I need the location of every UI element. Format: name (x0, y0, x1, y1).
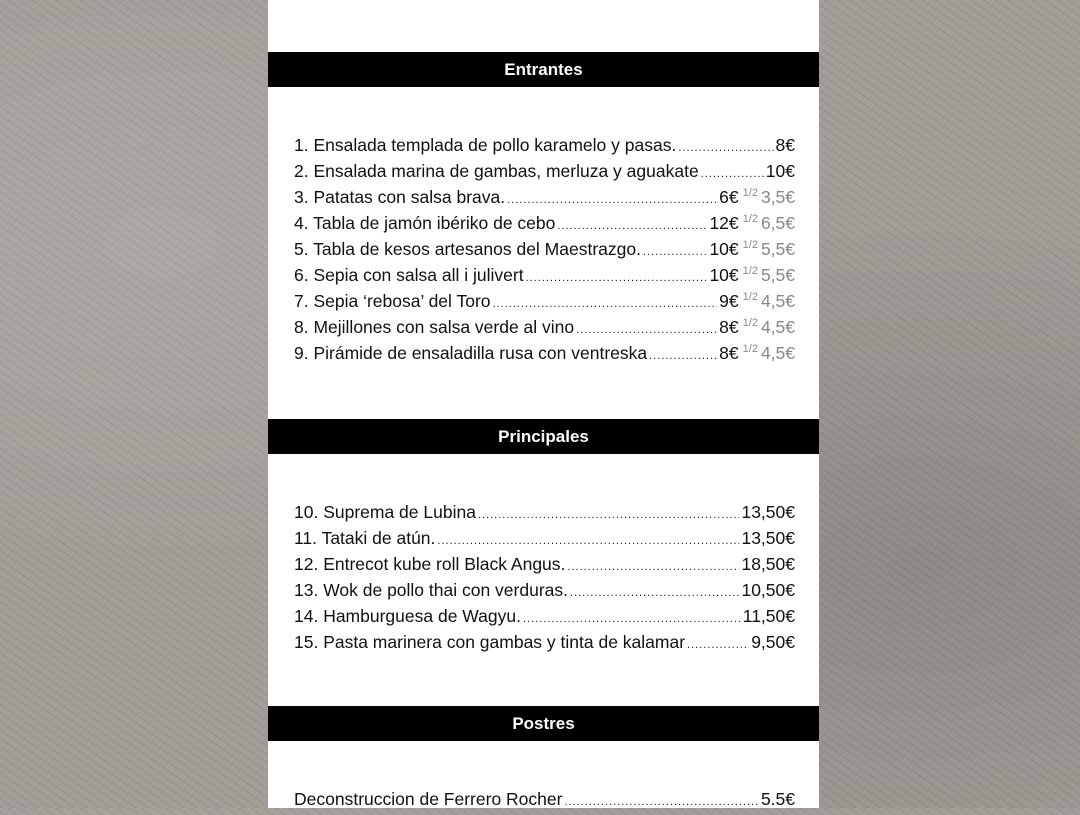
item-name: 12. Entrecot kube roll Black Angus. (294, 554, 566, 574)
item-price: 9€ (719, 291, 739, 311)
half-label: 1/2 (742, 213, 758, 226)
half-portion (743, 343, 795, 364)
dot-leader (493, 298, 718, 310)
item-name: 6. Sepia con salsa all i julivert (294, 265, 524, 285)
dot-leader (567, 561, 739, 573)
postres-list (294, 789, 795, 815)
half-portion (743, 265, 795, 286)
item-name: 13. Wok de pollo thai con verduras. (294, 580, 569, 600)
item-price: 10€ (765, 161, 795, 181)
menu-item (294, 317, 795, 343)
item-name: 4. Tabla de jamón ibériko de cebo (294, 213, 556, 233)
menu-item (294, 606, 795, 632)
item-name: 2. Ensalada marina de gambas, merluza y aguakate (294, 161, 699, 181)
item-name: 8. Mejillones con salsa verde al vino (294, 317, 575, 337)
menu-item (294, 502, 795, 528)
section-header-principales: Principales (268, 419, 819, 454)
dot-leader (437, 535, 739, 547)
menu-item (294, 239, 795, 265)
item-price: 6€ (719, 187, 739, 207)
item-name: Deconstruccion de Ferrero Rocher (294, 789, 563, 809)
menu-item (294, 789, 795, 815)
dot-leader (643, 246, 707, 258)
half-price: 4,5€ (760, 291, 795, 311)
item-name: 3. Patatas con salsa brava. (294, 187, 506, 207)
dot-leader (649, 350, 717, 362)
item-name: 15. Pasta marinera con gambas y tinta de kalamar (294, 632, 686, 652)
menu-item (294, 213, 795, 239)
dot-leader (526, 272, 708, 284)
dot-leader (507, 194, 717, 206)
entrantes-list (294, 135, 795, 369)
item-price: 8€ (719, 317, 739, 337)
dot-leader (478, 509, 740, 521)
item-price: 5.5€ (760, 789, 795, 809)
item-name: 14. Hamburguesa de Wagyu. (294, 606, 521, 626)
item-price: 10€ (709, 239, 739, 259)
menu-item (294, 291, 795, 317)
menu-item (294, 343, 795, 369)
item-price: 13,50€ (741, 502, 795, 522)
half-label: 1/2 (742, 343, 758, 356)
section-header-entrantes: Entrantes (268, 52, 819, 87)
item-price: 18,50€ (741, 554, 795, 574)
half-price: 5,5€ (760, 239, 795, 259)
menu-page (268, 0, 819, 808)
dot-leader (701, 168, 764, 180)
half-portion (743, 213, 795, 234)
half-portion (743, 187, 795, 208)
half-price: 4,5€ (760, 317, 795, 337)
item-price: 10,50€ (741, 580, 795, 600)
item-name: 9. Pirámide de ensaladilla rusa con ventreska (294, 343, 648, 363)
dot-leader (523, 613, 741, 625)
dot-leader (576, 324, 717, 336)
menu-item (294, 632, 795, 658)
dot-leader (557, 220, 707, 232)
item-price: 13,50€ (741, 528, 795, 548)
item-name: 11. Tataki de atún. (294, 528, 436, 548)
half-label: 1/2 (742, 265, 758, 278)
menu-item (294, 554, 795, 580)
dot-leader (678, 142, 773, 154)
item-name: 1. Ensalada templada de pollo karamelo y pasas. (294, 135, 677, 155)
half-price: 4,5€ (760, 343, 795, 363)
item-price: 8€ (775, 135, 795, 155)
dot-leader (564, 796, 758, 808)
item-name: 5. Tabla de kesos artesanos del Maestrazgo. (294, 239, 641, 259)
dot-leader (570, 587, 739, 599)
menu-item (294, 161, 795, 187)
half-portion (743, 239, 795, 260)
menu-item (294, 265, 795, 291)
half-label: 1/2 (742, 291, 758, 304)
half-price: 6,5€ (760, 213, 795, 233)
principales-list (294, 502, 795, 658)
item-name: 10. Suprema de Lubina (294, 502, 476, 522)
menu-item (294, 135, 795, 161)
half-portion (743, 317, 795, 338)
half-portion (743, 291, 795, 312)
item-price: 9,50€ (751, 632, 795, 652)
item-price: 10€ (709, 265, 739, 285)
item-price: 12€ (709, 213, 739, 233)
item-name: 7. Sepia ‘rebosa’ del Toro (294, 291, 491, 311)
half-label: 1/2 (742, 187, 758, 200)
half-price: 3,5€ (760, 187, 795, 207)
menu-item (294, 580, 795, 606)
half-label: 1/2 (742, 317, 758, 330)
menu-item (294, 528, 795, 554)
dot-leader (687, 639, 749, 651)
menu-item (294, 187, 795, 213)
item-price: 8€ (719, 343, 739, 363)
half-label: 1/2 (742, 239, 758, 252)
item-price: 11,50€ (742, 606, 795, 626)
half-price: 5,5€ (760, 265, 795, 285)
section-header-postres: Postres (268, 706, 819, 741)
